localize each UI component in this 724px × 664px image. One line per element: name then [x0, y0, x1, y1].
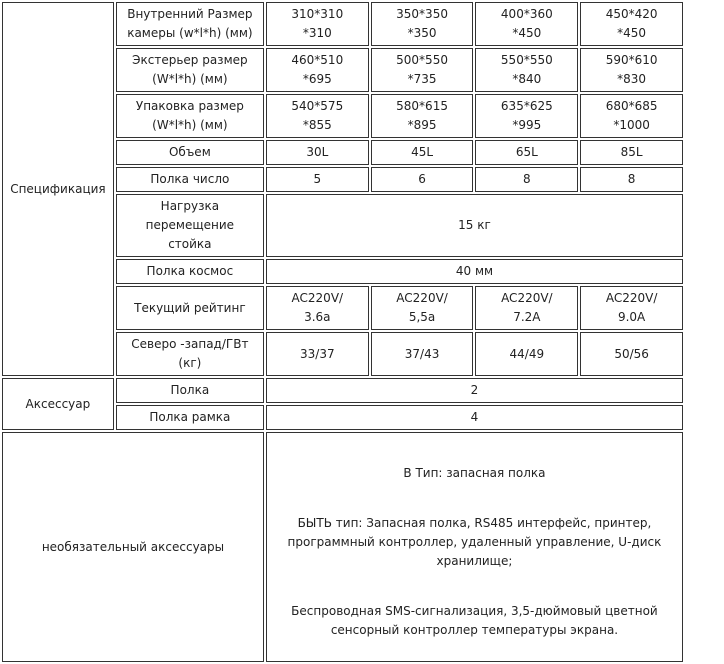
cell-value: 6 [371, 167, 474, 192]
cell-value: 8 [580, 167, 683, 192]
optional-line: В Тип: запасная полка [403, 466, 546, 480]
cell-value: 50/56 [580, 332, 683, 376]
row-label: Полка рамка [116, 405, 264, 430]
cell-value: 580*615 *895 [371, 94, 474, 138]
cell-value: 310*310 *310 [266, 2, 369, 46]
row-label: Северо -запад/ГВт (кг) [116, 332, 264, 376]
merged-value: 2 [266, 378, 683, 403]
merged-value: 15 кг [266, 194, 683, 257]
row-label: Внутренний Размер камеры (w*l*h) (мм) [116, 2, 264, 46]
cell-value: 590*610 *830 [580, 48, 683, 92]
row-label: Полка число [116, 167, 264, 192]
merged-value: 40 мм [266, 259, 683, 284]
row-label: Экстерьер размер (W*l*h) (мм) [116, 48, 264, 92]
row-label: Текущий рейтинг [116, 286, 264, 330]
row-label: Полка космос [116, 259, 264, 284]
cell-value: 450*420 *450 [580, 2, 683, 46]
cell-value: 460*510 *695 [266, 48, 369, 92]
cell-value: 33/37 [266, 332, 369, 376]
cell-value: 5 [266, 167, 369, 192]
cell-value: 65L [475, 140, 578, 165]
row-label: Полка [116, 378, 264, 403]
cell-value: 500*550 *735 [371, 48, 474, 92]
cell-value: 8 [475, 167, 578, 192]
cell-value: 30L [266, 140, 369, 165]
table-row [2, 378, 683, 403]
optional-group-label: необязательный аксессуары [2, 432, 264, 662]
spec-group-label: Спецификация [2, 2, 114, 376]
merged-value: 4 [266, 405, 683, 430]
cell-value: 350*350 *350 [371, 2, 474, 46]
cell-value: 540*575 *855 [266, 94, 369, 138]
cell-value: 37/43 [371, 332, 474, 376]
cell-value: AC220V/ 3.6a [266, 286, 369, 330]
cell-value: AC220V/ 5,5a [371, 286, 474, 330]
cell-value: 400*360 *450 [475, 2, 578, 46]
optional-accessories-text [266, 432, 683, 662]
optional-line: БЫТЬ тип: Запасная полка, RS485 интерфейс, принтер, программный контроллер, удаленный управление, U-диск хранилище; [287, 516, 662, 568]
table-row [2, 432, 683, 662]
row-label: Нагрузка перемещение стойка [116, 194, 264, 257]
optional-line: Беспроводная SMS-сигнализация, 3,5-дюймовый цветной сенсорный контроллер температуры экрана. [291, 604, 658, 637]
cell-value: 550*550 *840 [475, 48, 578, 92]
cell-value: 45L [371, 140, 474, 165]
cell-value: 635*625 *995 [475, 94, 578, 138]
table-row [2, 2, 683, 46]
row-label: Упаковка размер (W*l*h) (мм) [116, 94, 264, 138]
cell-value: 85L [580, 140, 683, 165]
row-label: Объем [116, 140, 264, 165]
cell-value: AC220V/ 9.0A [580, 286, 683, 330]
cell-value: 44/49 [475, 332, 578, 376]
accessory-group-label: Аксессуар [2, 378, 114, 430]
cell-value: AC220V/ 7.2A [475, 286, 578, 330]
cell-value: 680*685 *1000 [580, 94, 683, 138]
